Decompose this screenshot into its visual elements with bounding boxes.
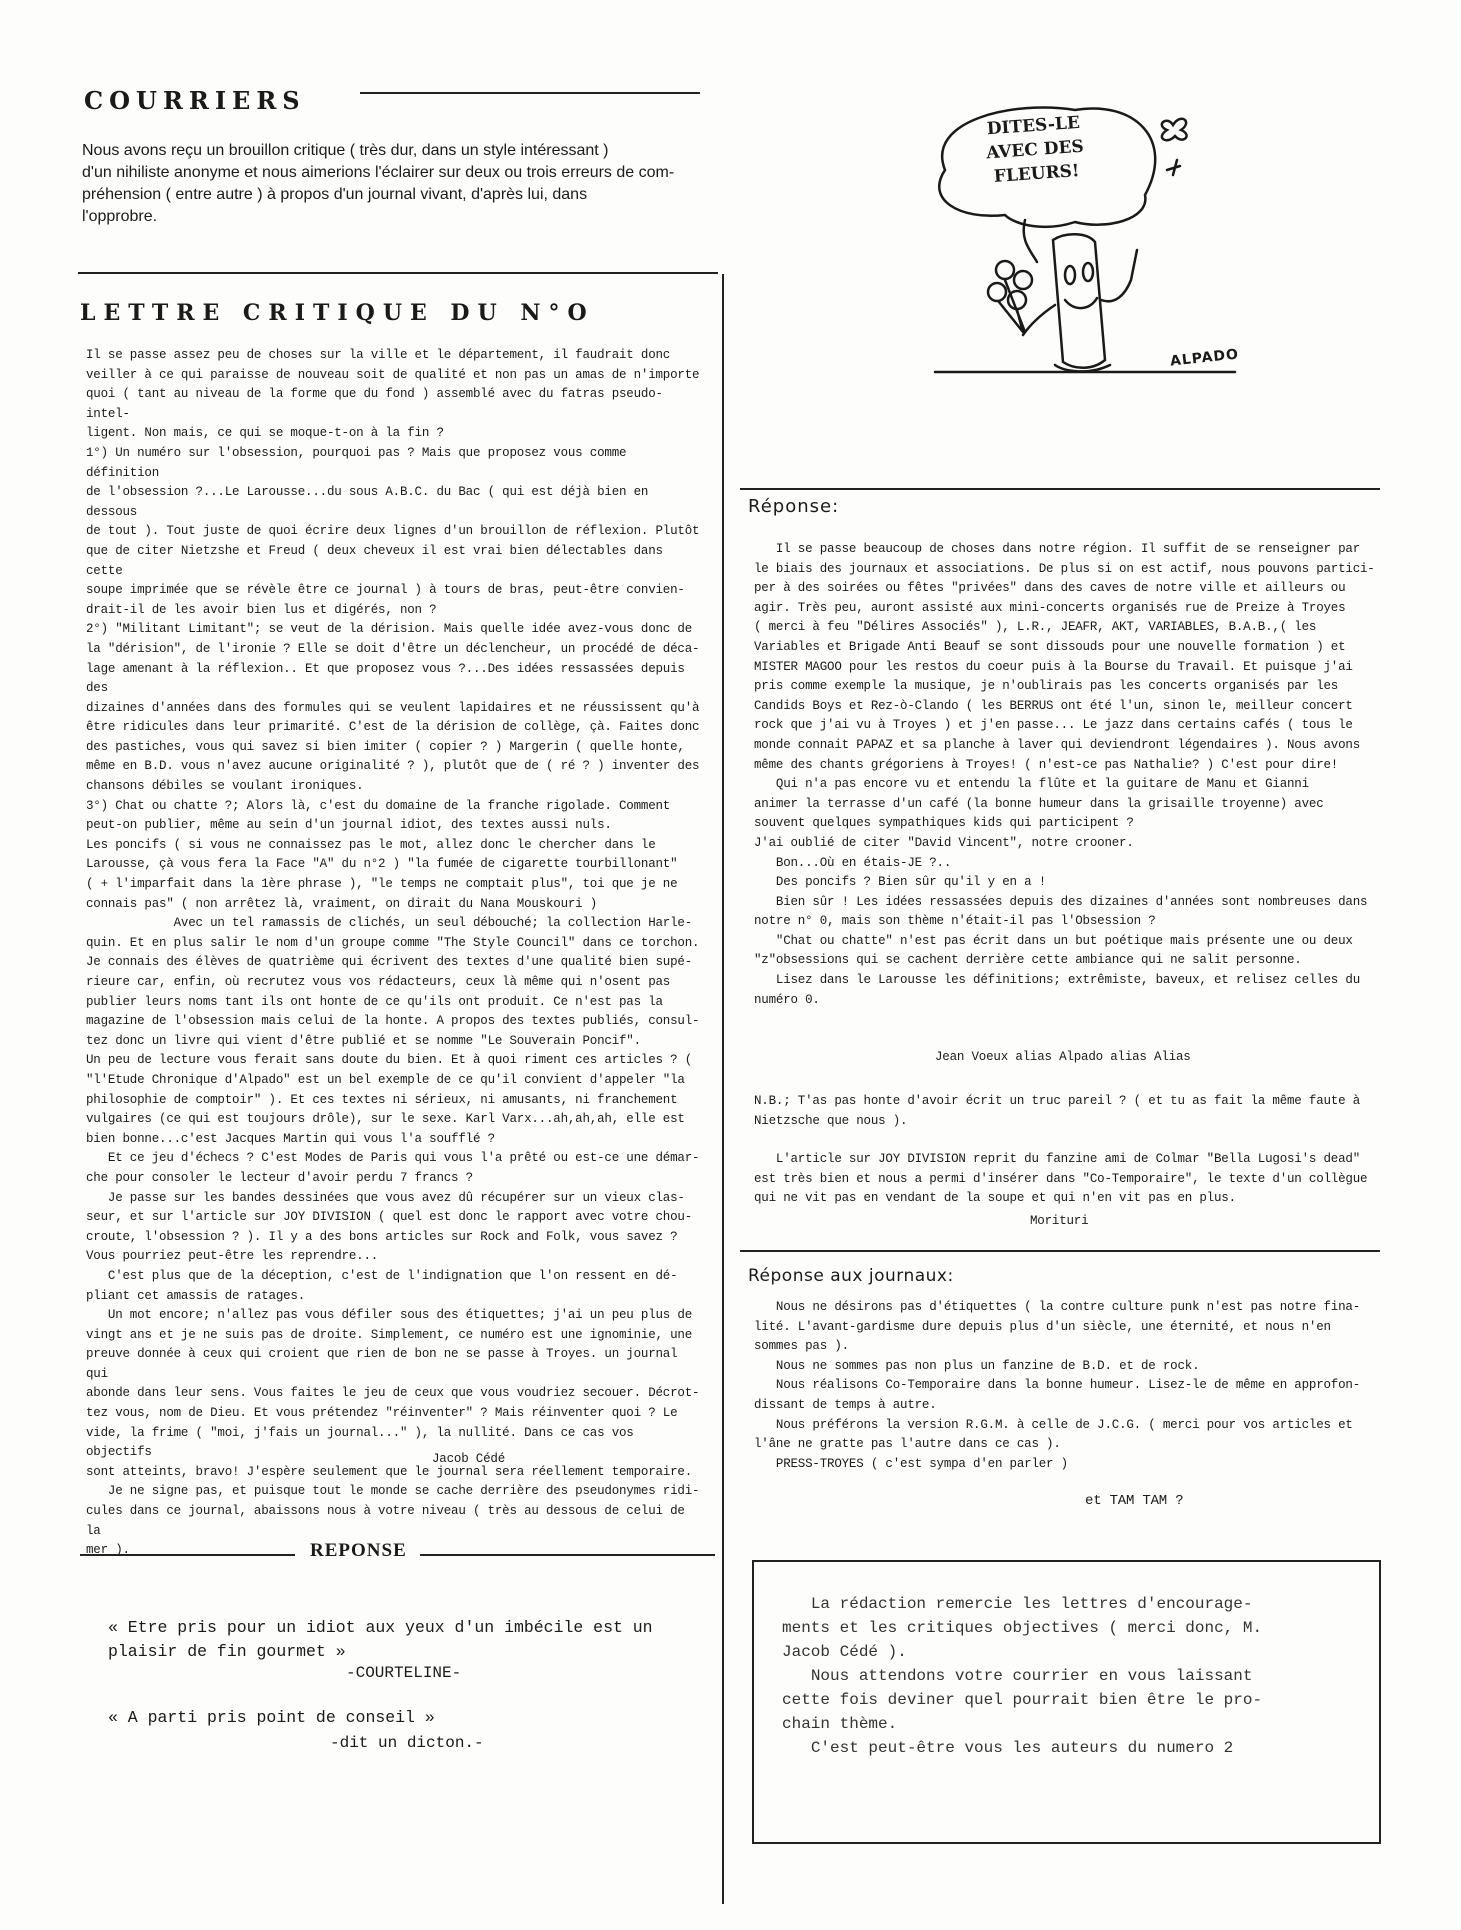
reponse-nb: N.B.; T'as pas honte d'avoir écrit un truc pareil ? ( et tu as fait la même faute à Nietzsche que nous ).: [754, 1094, 1361, 1128]
courriers-text: Nous avons reçu un brouillon critique ( très dur, dans un style intéressant ) d'un nihiliste anonyme et nous aimerions l'éclairer sur deux ou trois erreurs de com- préhension ( entre autre ) à propos d'un journal vivant, d'après lui, dans l'opprobre.: [82, 142, 675, 225]
reponse-signature: Jean Voeux alias Alpado alias Alias: [935, 1050, 1191, 1064]
reponse-joy-division: L'article sur JOY DIVISION reprit du fanzine ami de Colmar "Bella Lugosi's dead" est très bien et nous a permi d'insérer dans "Co-Temporaire", le texte d'un collègue qui ne vit pas en vendant de la soupe et qui n'en vit pas en plus.: [754, 1152, 1368, 1206]
quote-courteline: « Etre pris pour un idiot aux yeux d'un imbécile est un plaisir de fin gourmet »: [108, 1618, 653, 1661]
lettre-signature: Jacob Cédé: [432, 1452, 506, 1466]
character-body: [1053, 234, 1105, 368]
journaux-signature: et TAM TAM ?: [1085, 1493, 1184, 1509]
redaction-text: La rédaction remercie les lettres d'encourage- ments et les critiques objectives ( merci donc, M. Jacob Cédé ). Nous attendons votre courrier en vous laissant cette fois deviner quel pourrait bien être le pro- chain thème. C'est peut-être vous les auteurs du numero 2: [782, 1595, 1263, 1757]
reponse-signature-morituri: Morituri: [1030, 1214, 1089, 1228]
redaction-box: [752, 1560, 1381, 1844]
column-divider: [722, 274, 724, 1904]
quote-dicton-author: -dit un dicton.-: [330, 1734, 484, 1752]
lettre-text: Il se passe assez peu de choses sur la ville et le département, il faudrait donc veiller à ce qui paraisse de nouveau soit de qualité et non pas un amas de n'importe quoi ( tant au niveau de la forme que du fond ) assemblé avec du fatras pseudo-intel- ligent. Non mais, ce qui se moque-t-on à la fin ? 1°) Un numéro sur l'obsession, pourquoi pas ? Mais que proposez vous comme définition de l'obsession ?...Le Larousse...du sous A.B.C. du Bac ( qui est déjà bien en dessous de tout ). Tout juste de quoi écrire deux lignes d'un brouillon de réflexion. Plutôt que de citer Nietzshe et Freud ( deux cheveux il est vrai bien délectables dans cette soupe imprimée que se révèle être ce journal ) à tours de bras, peut-être convien- drait-il de les avoir bien lus et digérés, non ? 2°) "Militant Limitant"; se veut de la dérision. Mais quelle idée avez-vous donc de la "dérision", de l'ironie ? Elle se doit d'être un déclencheur, un procédé de déca- lage amenant à la réflexion.. Et que proposez vous ?...Des idées ressassées depuis des dizaines d'années dans des formules qui se veulent lapidaires et ne réussissent qu'à être ridicules dans leur primarité. C'est de la dérision de collège, çà. Faites donc des pastiches, vous qui savez si bien imiter ( copier ? ) Margerin ( quelle honte, même en B.D. vous n'avez aucune originalité ? ), plutôt que de ( ré ? ) inventer des chansons débiles se voulant ironiques. 3°) Chat ou chatte ?; Alors là, c'est du domaine de la franche rigolade. Comment peut-on publier, même au sein d'un journal idiot, des textes aussi nuls. Les poncifs ( si vous ne connaissez pas le mot, allez donc le chercher dans le Larousse, çà vous fera la Face "A" du n°2 ) "la fumée de cigarette tourbillonant" ( + l'imparfait dans la 1ère phrase ), "le temps ne comptait plus", toi que je ne connais pas" ( non arrêtez là, vraiment, on dirait du Nana Mouskouri ) Avec un tel ramassis de clichés, un seul débouché; la collection Harle- quin. Et en plus salir le nom d'un groupe comme "The Style Council" dans ce torchon. Je connais des élèves de quatrième qui écrivent des textes d'une qualité bien supé- rieure car, enfin, où recrutez vous vos rédacteurs, ceux là même qui n'osent pas publier leurs noms tant ils ont honte de ce qu'ils ont produit. Ce n'est pas la magazine de l'obsession mais celui de la honte. A propos des textes publiés, consul- tez donc un livre qui vient d'être publié et se nomme "Le Souverain Poncif". Un peu de lecture vous ferait sans doute du bien. Et à quoi riment ces articles ? ( "l'Etude Chronique d'Alpado" est un bel exemple de ce qu'il convient d'appeler "la philosophie de comptoir" ). Et ces textes ni sérieux, ni amusants, ni franchement vulgaires (ce qui est toujours drôle), sur le sexe. Karl Varx...ah,ah,ah, elle est bien bonne...c'est Jacques Martin qui vous l'a soufflé ? Et ce jeu d'échecs ? C'est Modes de Paris qui vous l'a prêté ou est-ce une démar- che pour consoler le lecteur d'avoir perdu 7 francs ? Je passe sur les bandes dessinées que vous avez dû récupérer sur un vieux clas- seur, et sur l'article sur JOY DIVISION ( quel est donc le rapport avec votre chou- croute, l'obsession ? ). Il y a des bons articles sur Rock and Folk, vous savez ? Vous pourriez peut-être les reprendre... C'est plus que de la déception, c'est de l'indignation que l'on ressent en dé- pliant cet amassis de ratages. Un mot encore; n'allez pas vous défiler sous des étiquettes; j'ai un peu plus de vingt ans et je ne suis pas de droite. Simplement, ce numéro est une ignominie, une preuve donnée à ceux qui croient que rien de bon ne se passe à Troyes. un journal qui abonde dans leur sens. Vous faites le jeu de ceux que vous voudriez secouer. Décrot- tez vous, nom de Dieu. Et vous prétendez "réinventer" ? Mais réinventer quoi ? Le vide, la frime ( "moi, j'fais un journal..." ), la nullité. Dans ce cas vos objectifs sont atteints, bravo! J'espère seulement que le journal sera réellement temporaire. Je ne signe pas, et puisque tout le monde se cache derrière des pseudonymes ridi- cules dans ce journal, abaissons nous à votre niveau ( très au dessous de celui de la mer ).: [86, 348, 700, 1558]
quote-courteline-author: -COURTELINE-: [346, 1664, 462, 1682]
journaux-rule: [740, 1250, 1380, 1252]
courriers-rule: [360, 92, 700, 94]
bubble-text: DITES-LE AVEC DES FLEURS!: [985, 112, 1085, 187]
lettre-title: LETTRE CRITIQUE DU N°O: [80, 300, 595, 326]
courriers-title: COURRIERS: [84, 86, 306, 115]
reponse-rule: [740, 488, 1380, 490]
reponse-rule-left: [80, 1554, 295, 1556]
journaux-text: Nous ne désirons pas d'étiquettes ( la contre culture punk n'est pas notre fina- lité. L'avant-gardisme dure depuis plus d'un siècle, une éternité, et nous n'en sommes pas ). Nous ne sommes pas non plus un fanzine de B.D. et de rock. Nous réalisons Co-Temporaire dans la bonne humeur. Lisez-le de même en approfon- dissant de temps à autre. Nous préférons la version R.G.M. à celle de J.C.G. ( merci pour vos articles et l'âne ne gratte pas l'autre dans ce cas ). PRESS-TROYES ( c'est sympa d'en parler ): [754, 1300, 1361, 1471]
reponse-text: Il se passe beaucoup de choses dans notre région. Il suffit de se renseigner par le biais des journaux et associations. De plus si on est actif, nous pouvons partici- per à des soirées ou fêtes "privées" dans des caves de notre ville et ailleurs ou agir. Très peu, auront assisté aux mini-concerts organisés rue de Preize à Troyes ( merci à feu "Délires Associés" ), L.R., JEAFR, AKT, VARIABLES, B.A.B.,( les Variables et Brigade Anti Beauf se sont dissouds pour une nouvelle formation ) et MISTER MAGOO pour les restos du coeur puis à la Bourse du Travail. Et puisque j'ai pris comme exemple la musique, je n'oublirais pas les concerts organisés par les Candids Boys et Rez-ò-Clando ( les BERRUS ont été l'un, sinon le, meilleur concert rock que j'ai vu à Troyes ) et j'en passe... Le jazz dans certains cafés ( tous le monde connait PAPAZ et sa planche à laver qui deviendront légendaires ). Nous avons même des chants grégoriens à Troyes! ( n'est-ce pas Nathalie? ) C'est pour dire! Qui n'a pas encore vu et entendu la flûte et la guitare de Manu et Gianni animer la terrasse d'un café (la bonne humeur dans la grisaille troyenne) avec souvent quelques sympathiques kids qui participent ? J'ai oublié de citer "David Vincent", notre crooner. Bon...Où en étais-JE ?.. Des poncifs ? Bien sûr qu'il y en a ! Bien sûr ! Les idées ressassées depuis des dizaines d'années sont nombreuses dans notre n° 0, mais son thème n'était-il pas l'Obsession ? "Chat ou chatte" n'est pas écrit dans un but poétique mais présente une ou deux "z"obsessions qui se cachent derrière cette ambiance qui ne salit personne. Lisez dans le Larousse les définitions; extrêmiste, baveux, et relisez celles du numéro 0.: [754, 542, 1375, 1007]
reponse-title: Réponse:: [748, 496, 840, 517]
cartoonist-signature: ALPADO: [1169, 346, 1240, 370]
quote-dicton: « A parti pris point de conseil »: [108, 1708, 435, 1727]
reponse-rule-right: [420, 1554, 715, 1556]
reponse-quotes-title: REPONSE: [310, 1540, 407, 1561]
journaux-title: Réponse aux journaux:: [748, 1266, 954, 1286]
section-rule-top: [78, 272, 718, 274]
